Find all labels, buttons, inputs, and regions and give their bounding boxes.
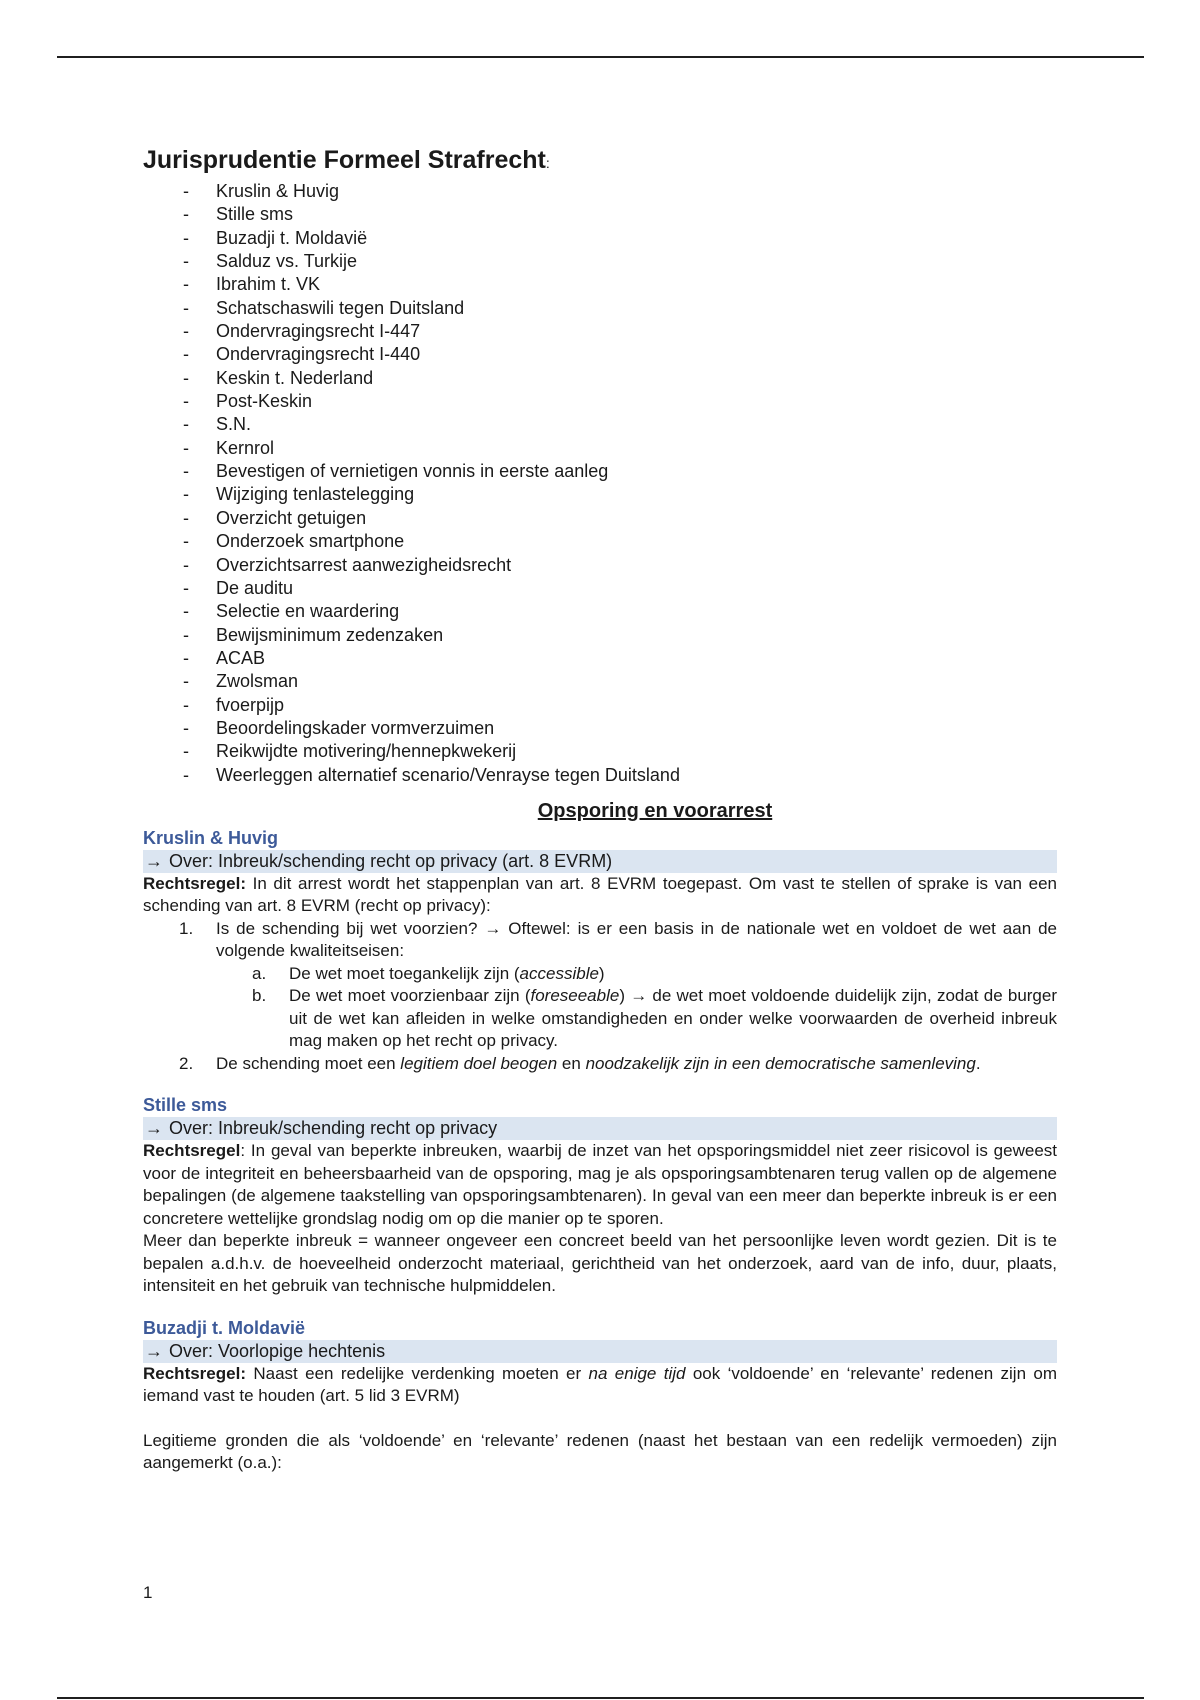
case-list-item: - Selectie en waardering (143, 600, 1057, 623)
case-list-item: - Overzichtsarrest aanwezigheidsrecht (143, 554, 1057, 577)
case-stille-sms (143, 1093, 1057, 1298)
sub-item: a. De wet moet toegankelijk zijn (accessible) (216, 963, 1057, 986)
case-list-item: - Ondervragingsrecht I-440 (143, 343, 1057, 366)
step-list (143, 918, 1057, 1076)
sub-list (216, 963, 1057, 1053)
case-list-item: - Reikwijdte motivering/hennepkwekerij (143, 740, 1057, 763)
step-item: 1. Is de schending bij wet voorzien? → Oftewel: is er een basis in de nationale wet en voldoet de wet aan de volgende kwaliteitseisen: a. De wet moet toegankelijk zijn (accessible) b. De wet moet voorzienbaar zijn (foreseeable) → de wet moet voldoende duidelijk zijn, zodat de burger uit de wet kan afleiden in welke omstandigheden en onder welke voorwaarden de overheid inbreuk mag maken op het recht op privacy. (143, 918, 1057, 1053)
case-list-item: - Wijziging tenlastelegging (143, 483, 1057, 506)
arrow-right-icon: → (484, 918, 502, 938)
definition-text: Meer dan beperkte inbreuk = wanneer ongeveer een concreet beeld van het persoonlijke leven wordt gezien. Dit is te bepalen a.d.h.v. de hoeveelheid onderzocht materiaal, gerichtheid van het onderzoek, aard van de info, duur, plaats, intensiteit en het gebruik van technische hulpmiddelen. (143, 1231, 1057, 1296)
case-list-item: - Salduz vs. Turkije (143, 250, 1057, 273)
case-list-item: - S.N. (143, 413, 1057, 436)
case-list-item: - Zwolsman (143, 670, 1057, 693)
topic-bar: → Over: Inbreuk/schending recht op privacy (art. 8 EVRM) (143, 850, 1057, 873)
case-list-item: - Onderzoek smartphone (143, 530, 1057, 553)
case-list-item: - De auditu (143, 577, 1057, 600)
case-kruslin-huvig (143, 826, 1057, 1076)
case-list-item: - Weerleggen alternatief scenario/Venrayse tegen Duitsland (143, 764, 1057, 787)
case-title: Kruslin & Huvig (143, 827, 279, 848)
case-list-item: - Kernrol (143, 437, 1057, 460)
step-number: 2. (179, 1053, 194, 1073)
arrow-right-icon: → (145, 1340, 163, 1361)
step-number: 1. (179, 918, 194, 938)
document-title: Jurisprudentie Formeel Strafrecht: (143, 146, 550, 174)
arrow-right-icon: → (630, 986, 648, 1006)
spacer (143, 1075, 1057, 1093)
case-title: Buzadji t. Moldavië (143, 1317, 306, 1338)
case-list-item: - fvoerpijp (143, 694, 1057, 717)
case-buzadji (143, 1316, 1057, 1475)
case-list-item: - Post-Keskin (143, 390, 1057, 413)
case-list-item: - Overzicht getuigen (143, 507, 1057, 530)
sub-letter: a. (252, 963, 267, 983)
legal-rule: Rechtsregel: In dit arrest wordt het stappenplan van art. 8 EVRM toegepast. Om vast te stellen of sprake is van een schending van art. 8 EVRM (recht op privacy): (143, 873, 1057, 916)
header-rule (57, 56, 1144, 58)
case-list (143, 180, 1057, 787)
rule-label: Rechtsregel (143, 1363, 241, 1383)
step-item: 2. De schending moet een legitiem doel beogen en noodzakelijk zijn in een democratische samenleving. (143, 1053, 1057, 1076)
topic-bar: → Over: Voorlopige hechtenis (143, 1340, 1057, 1363)
case-list-item: - Bevestigen of vernietigen vonnis in eerste aanleg (143, 460, 1057, 483)
topic-bar: → Over: Inbreuk/schending recht op privacy (143, 1117, 1057, 1140)
case-list-item: - Bewijsminimum zedenzaken (143, 624, 1057, 647)
case-list-item: - Beoordelingskader vormverzuimen (143, 717, 1057, 740)
arrow-right-icon: → (145, 1118, 163, 1139)
case-list-item: - Schatschaswili tegen Duitsland (143, 297, 1057, 320)
grounds-text: Legitieme gronden die als ‘voldoende’ en ‘relevante’ redenen (naast het bestaan van een redelijk vermoeden) zijn aangemerkt (o.a.): (143, 1430, 1057, 1473)
rule-label: Rechtsregel (143, 873, 241, 893)
footer-rule (57, 1697, 1144, 1699)
case-title: Stille sms (143, 1095, 228, 1116)
legal-rule: Rechtsregel: In geval van beperkte inbreuken, waarbij de inzet van het opsporingsmiddel niet zeer risicovol is geweest voor de integriteit en beheersbaarheid van de opsporing, mag je als opsporingsambtenaren terug vallen op de algemene bepalingen (de algemene taakstelling van opsporingsambtenaren). In geval van een meer dan beperkte inbreuk is er een concretere wettelijke grondslag nodig om op die manier op te sporen. (143, 1141, 1057, 1228)
spacer (143, 1408, 1057, 1430)
case-list-item: - Buzadji t. Moldavië (143, 227, 1057, 250)
arrow-right-icon: → (145, 850, 163, 871)
case-list-item: - ACAB (143, 647, 1057, 670)
rule-label: Rechtsregel (143, 1141, 241, 1161)
title-colon: : (545, 155, 550, 171)
page-content (143, 143, 1057, 1475)
case-list-item: - Ondervragingsrecht I-447 (143, 320, 1057, 343)
sub-letter: b. (252, 986, 267, 1006)
spacer (143, 1298, 1057, 1316)
case-list-item: - Keskin t. Nederland (143, 367, 1057, 390)
case-list-item: - Kruslin & Huvig (143, 180, 1057, 203)
page-number: 1 (143, 1583, 153, 1602)
case-list-item: - Stille sms (143, 203, 1057, 226)
case-list-item: - Ibrahim t. VK (143, 273, 1057, 296)
legal-rule: Rechtsregel: Naast een redelijke verdenking moeten er na enige tijd ook ‘voldoende’ en ‘relevante’ redenen zijn om iemand vast te houden (art. 5 lid 3 EVRM) (143, 1363, 1057, 1406)
section-title: Opsporing en voorarrest (537, 799, 773, 822)
sub-item: b. De wet moet voorzienbaar zijn (foreseeable) → de wet moet voldoende duidelijk zijn, zodat de burger uit de wet kan afleiden in welke omstandigheden en onder welke voorwaarden de overheid inbreuk mag maken op het recht op privacy. (252, 986, 1057, 1051)
